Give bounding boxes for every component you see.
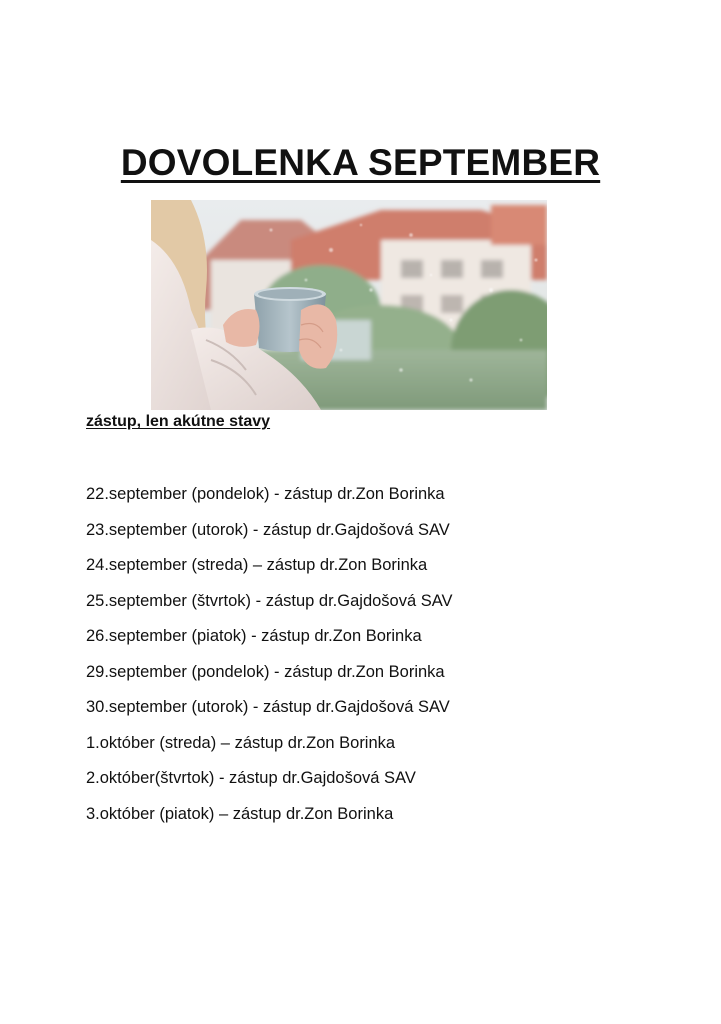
coverage-note: zástup, len akútne stavy [86, 413, 271, 430]
schedule-entry: 25.september (štvrtok) - zástup dr.Gajdošová SAV [86, 591, 453, 610]
page-title [0, 142, 721, 184]
schedule-entry: 23.september (utorok) - zástup dr.Gajdošová SAV [86, 520, 450, 539]
schedule-entry: 22.september (pondelok) - zástup dr.Zon Borinka [86, 485, 445, 503]
schedule-entry: 1.október (streda) – zástup dr.Zon Borinka [86, 733, 396, 752]
schedule-entry: 29.september (pondelok) - zástup dr.Zon Borinka [86, 662, 445, 681]
rainy-window-illustration [151, 200, 547, 410]
schedule-entry: 30.september (utorok) - zástup dr.Gajdošová SAV [86, 698, 450, 716]
schedule-entry: 2.október(štvrtok) - zástup dr.Gajdošová SAV [86, 769, 416, 787]
schedule-entry: 3.október (piatok) – zástup dr.Zon Borinka [86, 804, 394, 823]
page-title-text: DOVOLENKA SEPTEMBER [120, 142, 601, 183]
schedule-entry: 24.september (streda) – zástup dr.Zon Borinka [86, 556, 428, 574]
schedule-list [86, 484, 453, 839]
schedule-entry: 26.september (piatok) - zástup dr.Zon Borinka [86, 627, 422, 645]
header-photo [151, 200, 547, 410]
